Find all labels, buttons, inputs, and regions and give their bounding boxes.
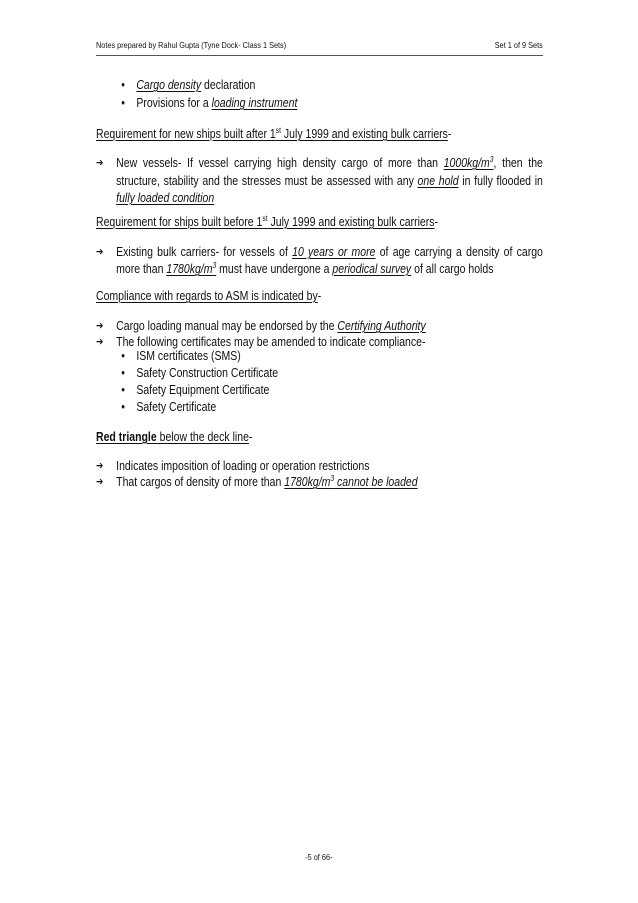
heading-dash: - bbox=[248, 430, 253, 444]
paragraph-text: , then the bbox=[493, 156, 543, 170]
paragraph-text: structure, stability and the stresses must be assessed with any bbox=[116, 174, 418, 188]
page-body bbox=[96, 0, 543, 500]
heading-text: Compliance with regards to ASM is indicated by bbox=[96, 289, 318, 303]
bullet-icon bbox=[121, 365, 125, 382]
red-triangle-item-density bbox=[116, 474, 417, 491]
bullet-icon bbox=[121, 77, 125, 94]
header-author-note: Notes prepared by Rahul Gupta (Tyne Dock- Class 1 Sets) bbox=[96, 40, 287, 50]
density-number: 1000kg/m bbox=[443, 156, 490, 170]
heading-text: below the deck line bbox=[156, 430, 249, 444]
bullet-item-loading-instrument bbox=[136, 95, 297, 112]
arrow-right-icon bbox=[96, 155, 103, 172]
ordinal-suffix: st bbox=[275, 126, 281, 135]
header-set-number: Set 1 of 9 Sets bbox=[495, 40, 543, 50]
red-triangle-item-restrictions bbox=[116, 458, 369, 475]
density-number: 1780kg/m bbox=[166, 262, 213, 276]
certificate-item: Safety Certificate bbox=[136, 400, 217, 414]
arrow-right-icon bbox=[96, 244, 103, 261]
page-number: -5 of 66- bbox=[305, 852, 333, 862]
periodical-survey-term: periodical survey bbox=[332, 262, 412, 276]
paragraph-text: Existing bulk carriers- for vessels of bbox=[116, 245, 293, 259]
heading-text: July 1999 and existing bulk carriers bbox=[267, 215, 435, 229]
new-vessels-line-3 bbox=[116, 190, 214, 207]
paragraph-text: The following certificates may be amended to indicate compliance- bbox=[116, 335, 426, 349]
heading-dash: - bbox=[447, 127, 452, 141]
new-vessels-line-2 bbox=[116, 173, 543, 190]
density-value bbox=[444, 156, 494, 170]
heading-text: July 1999 and existing bulk carriers bbox=[280, 127, 448, 141]
bullet-icon bbox=[121, 348, 125, 365]
section-heading-compliance bbox=[96, 288, 321, 305]
density-restriction-term bbox=[284, 475, 417, 489]
ordinal-suffix: st bbox=[262, 214, 268, 223]
bullet-text: declaration bbox=[201, 78, 256, 92]
certificate-item: ISM certificates (SMS) bbox=[136, 349, 241, 363]
heading-underlined-text bbox=[96, 215, 435, 229]
paragraph-text: must have undergone a bbox=[216, 262, 333, 276]
paragraph-text: Indicates imposition of loading or operation restrictions bbox=[116, 459, 370, 473]
heading-text: Requirement for ships built before 1 bbox=[96, 215, 263, 229]
page-footer bbox=[0, 851, 638, 863]
bullet-icon bbox=[121, 399, 125, 416]
heading-bold-term: Red triangle bbox=[96, 430, 157, 444]
section-heading-red-triangle bbox=[96, 429, 252, 446]
heading-dash: - bbox=[317, 289, 322, 303]
bullet-icon bbox=[121, 382, 125, 399]
page-body-text bbox=[96, 0, 543, 500]
density-value bbox=[166, 262, 216, 276]
paragraph-text: New vessels- If vessel carrying high density cargo of more than bbox=[116, 156, 444, 170]
restriction-text: cannot be loaded bbox=[334, 475, 418, 489]
arrow-right-icon bbox=[96, 458, 103, 475]
paragraph-text: That cargos of density of more than bbox=[116, 475, 285, 489]
bullet-icon bbox=[121, 95, 125, 112]
arrow-right-icon bbox=[96, 318, 103, 335]
existing-carriers-line-1 bbox=[116, 244, 543, 261]
paragraph-text: in fully flooded in bbox=[458, 174, 543, 188]
paragraph-text: of age carrying a density of cargo bbox=[375, 245, 543, 259]
density-number: 1780kg/m bbox=[284, 475, 331, 489]
arrow-right-icon bbox=[96, 474, 103, 491]
heading-text: Requirement for new ships built after 1 bbox=[96, 127, 276, 141]
unit-exponent: 3 bbox=[330, 474, 335, 483]
compliance-item-loading-manual bbox=[116, 318, 426, 335]
paragraph-text: more than bbox=[116, 262, 167, 276]
paragraph-text: of all cargo holds bbox=[411, 262, 494, 276]
unit-exponent: 3 bbox=[489, 155, 494, 164]
new-vessels-line-1 bbox=[116, 155, 543, 172]
unit-exponent: 3 bbox=[212, 261, 217, 270]
section-heading-new-ships bbox=[96, 126, 451, 143]
loading-instrument-term: loading instrument bbox=[211, 96, 298, 110]
age-term: 10 years or more bbox=[292, 245, 376, 259]
certifying-authority-term: Certifying Authority bbox=[337, 319, 426, 333]
one-hold-term: one hold bbox=[417, 174, 459, 188]
heading-dash: - bbox=[434, 215, 439, 229]
arrow-right-icon bbox=[96, 334, 103, 351]
fully-loaded-term: fully loaded condition bbox=[116, 191, 215, 205]
bullet-text: Provisions for a bbox=[136, 96, 212, 110]
section-heading-existing-ships bbox=[96, 214, 438, 231]
paragraph-text: Cargo loading manual may be endorsed by the bbox=[116, 319, 338, 333]
certificate-item: Safety Equipment Certificate bbox=[136, 383, 270, 397]
heading-underlined-text bbox=[96, 127, 448, 141]
cargo-density-term: Cargo density bbox=[136, 78, 202, 92]
heading-underlined-text bbox=[96, 430, 249, 444]
certificate-item: Safety Construction Certificate bbox=[136, 366, 279, 380]
bullet-item-cargo-density bbox=[136, 77, 255, 94]
existing-carriers-line-2 bbox=[116, 261, 493, 278]
